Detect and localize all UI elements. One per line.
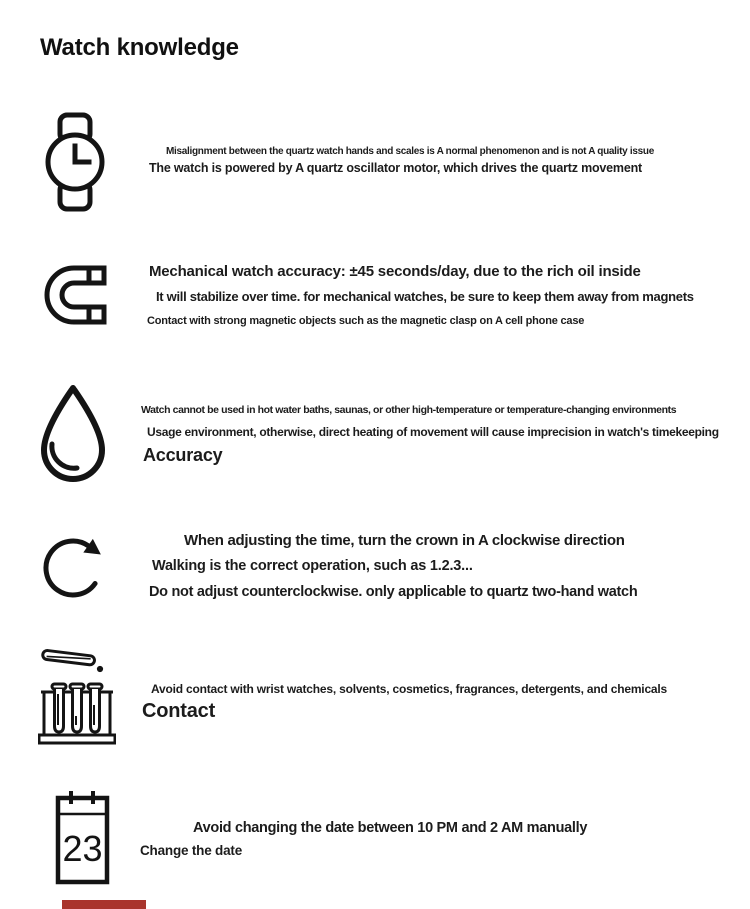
section-sub-line: Avoid contact with wrist watches, solvents, cosmetics, fragrances, detergents, and chemicals <box>151 682 667 696</box>
calendar-day-number: 23 <box>62 828 103 869</box>
footer-red-bar <box>62 900 146 909</box>
watch-icon <box>45 111 105 213</box>
section-sub-line: Walking is the correct operation, such as 1.2.3... <box>152 558 473 574</box>
section-heading-line: Accuracy <box>143 445 223 465</box>
section-main-line: Avoid changing the date between 10 PM and 2 AM manually <box>193 820 588 836</box>
section-note-line: Watch cannot be used in hot water baths, saunas, or other high-temperature or temperature-changing environments <box>141 404 677 416</box>
section-main-line: Mechanical watch accuracy: ±45 seconds/day, due to the rich oil inside <box>149 263 641 280</box>
test-tubes-icon <box>38 645 116 747</box>
section-sub-line: It will stabilize over time. for mechanical watches, be sure to keep them away from magnets <box>156 289 694 304</box>
calendar-icon <box>55 789 110 885</box>
page-title: Watch knowledge <box>40 34 239 61</box>
section-sub-line: Usage environment, otherwise, direct heating of movement will cause imprecision in watch's timekeeping <box>147 425 719 439</box>
water-drop-icon <box>36 383 110 485</box>
section-heading-line: Contact <box>142 700 216 722</box>
clockwise-arrow-icon <box>42 519 106 611</box>
section-note-line: Contact with strong magnetic objects such as the magnetic clasp on A cell phone case <box>147 315 585 327</box>
magnet-icon <box>39 263 109 327</box>
section-note-line: Misalignment between the quartz watch hands and scales is A normal phenomenon and is not A quality issue <box>166 146 654 157</box>
section-note-line: Do not adjust counterclockwise. only applicable to quartz two-hand watch <box>149 584 638 600</box>
section-sub-line: Change the date <box>140 843 243 858</box>
section-main-line: When adjusting the time, turn the crown in A clockwise direction <box>184 532 625 549</box>
section-main-line: The watch is powered by A quartz oscillator motor, which drives the quartz movement <box>149 161 642 175</box>
